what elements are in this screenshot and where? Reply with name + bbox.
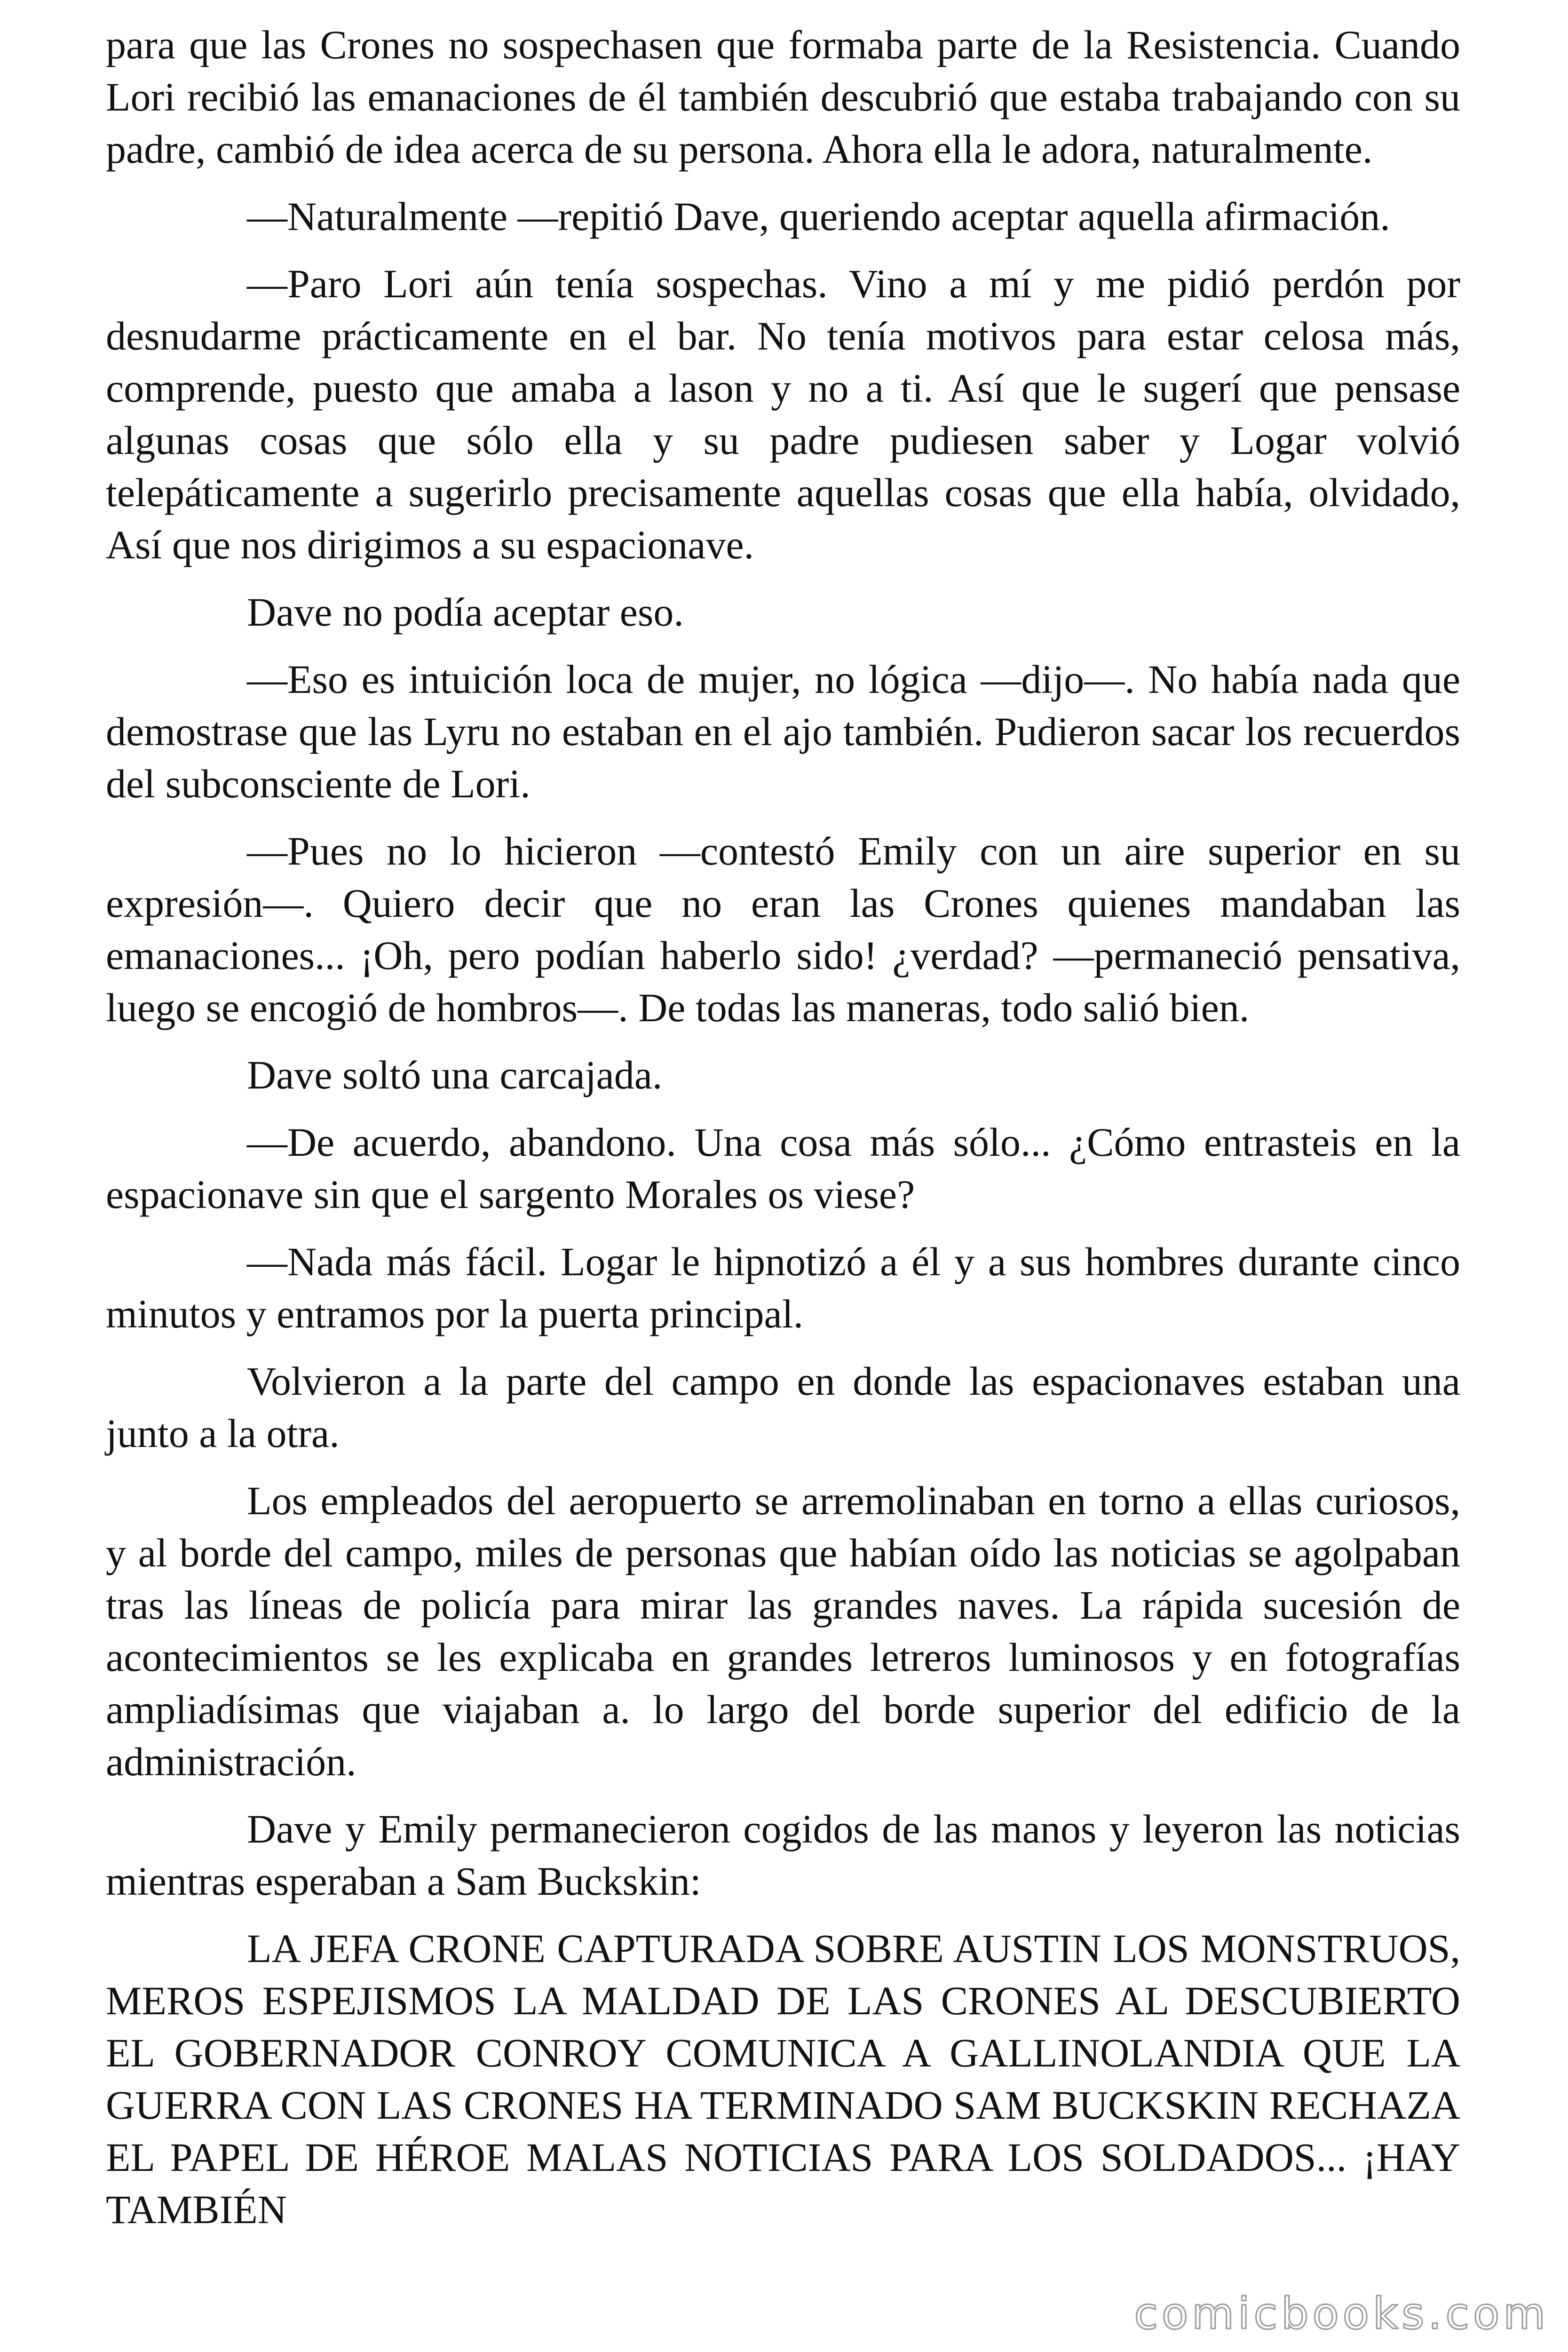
watermark-text: comicbooks.com	[1134, 2288, 1549, 2339]
paragraph-6: —Pues no lo hicieron —contestó Emily con un aire superior en su expresión—. Quiero decir que no eran las Crones quienes mandaban las emanaciones... ¡Oh, pero podían haberlo sido! ¿verdad? —permaneció pensativa, luego se encogió de hombros—. De todas las maneras, todo salió bien.	[106, 828, 1460, 1030]
paragraph-9: —Nada más fácil. Logar le hipnotizó a él y a sus hombres durante cinco minutos y entramos por la puerta principal.	[106, 1239, 1460, 1336]
paragraph-8: —De acuerdo, abandono. Una cosa más sólo... ¿Cómo entrasteis en la espacionave sin que el sargento Morales os viese?	[106, 1120, 1460, 1217]
book-page	[106, 19, 1460, 2251]
paragraph-1: para que las Crones no sospechasen que formaba parte de la Resistencia. Cuando Lori recibió las emanaciones de él también descubrió que estaba trabajando con su padre, cambió de idea acerca de su persona. Ahora ella le adora, naturalmente.	[106, 22, 1460, 172]
headline-paragraph: LA JEFA CRONE CAPTURADA SOBRE AUSTIN LOS MONSTRUOS, MEROS ESPEJISMOS LA MALDAD DE LAS CRONES AL DESCUBIERTO EL GOBERNADOR CONROY COMUNICA A GALLINOLANDIA QUE LA GUERRA CON LAS CRONES HA TERMINADO SAM BUCKSKIN RECHAZA EL PAPEL DE HÉROE MALAS NOTICIAS PARA LOS SOLDADOS... ¡HAY TAMBIÉN	[106, 1926, 1460, 2232]
paragraph-10: Volvieron a la parte del campo en donde las espacionaves estaban una junto a la otra.	[106, 1359, 1460, 1456]
paragraph-4: Dave no podía aceptar eso.	[247, 589, 684, 635]
paragraph-7: Dave soltó una carcajada.	[247, 1052, 663, 1097]
paragraph-3: —Paro Lori aún tenía sospechas. Vino a mí y me pidió perdón por desnudarme prácticamente en el bar. No tenía motivos para estar celosa más, comprende, puesto que amaba a lason y no a ti. Así que le sugerí que pensase algunas cosas que sólo ella y su padre pudiesen saber y Logar volvió telepáticamente a sugerirlo precisamente aquellas cosas que ella había, olvidado, Así que nos dirigimos a su espacionave.	[106, 261, 1460, 567]
paragraph-12: Dave y Emily permanecieron cogidos de las manos y leyeron las noticias mientras esperaban a Sam Buckskin:	[106, 1806, 1460, 1904]
paragraph-2: —Naturalmente —repitió Dave, queriendo aceptar aquella afirmación.	[247, 194, 1390, 239]
paragraph-5: —Eso es intuición loca de mujer, no lógica —dijo—. No había nada que demostrase que las Lyru no estaban en el ajo también. Pudieron sacar los recuerdos del subconsciente de Lori.	[106, 657, 1460, 806]
paragraph-11: Los empleados del aeropuerto se arremolinaban en torno a ellas curiosos, y al borde del campo, miles de personas que habían oído las noticias se agolpaban tras las líneas de policía para mirar las grandes naves. La rápida sucesión de acontecimientos se les explicaba en grandes letreros luminosos y en fotografías ampliadísimas que viajaban a. lo largo del borde superior del edificio de la administración.	[106, 1478, 1460, 1784]
